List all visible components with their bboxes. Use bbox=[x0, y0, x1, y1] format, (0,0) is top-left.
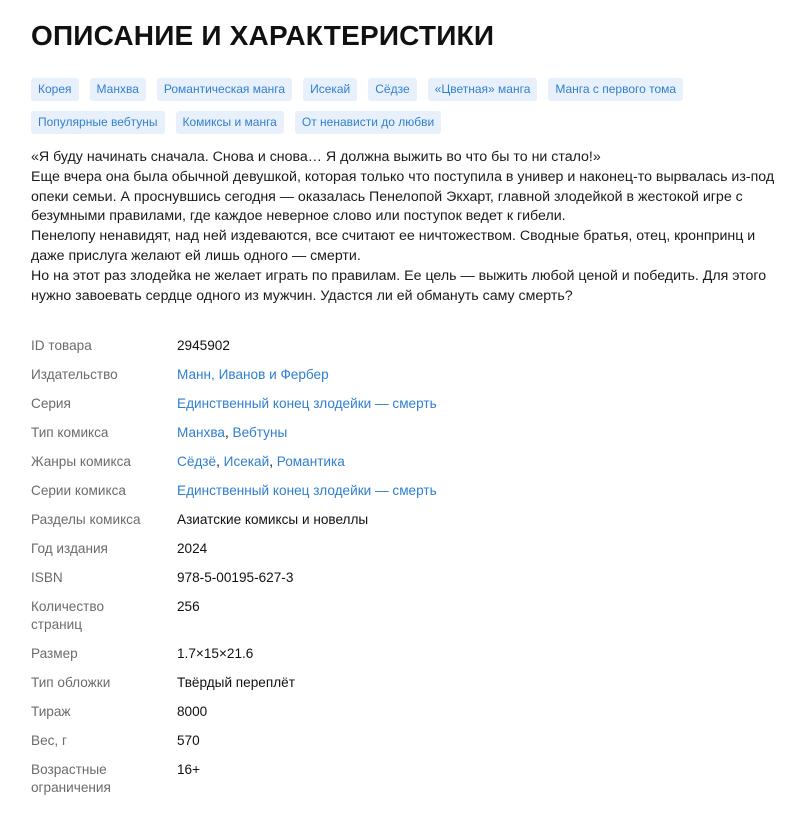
spec-label: Разделы комикса bbox=[31, 512, 141, 528]
spec-label: Год издания bbox=[31, 541, 108, 557]
specs-table bbox=[31, 337, 791, 797]
spec-row-print-run bbox=[31, 703, 791, 721]
description-paragraph: «Я буду начинать сначала. Снова и снова… Я должна выжить во что бы то ни стало!» bbox=[31, 149, 601, 165]
description-paragraph: Но на этот раз злодейка не желает играть по правилам. Ее цель — выжить любой ценой и победить. Для этого нужно завоевать сердце одного из мужчин. Удастся ли ей обмануть саму смерть? bbox=[31, 267, 767, 304]
tag-enemies-to-lovers[interactable]: От ненависти до любви bbox=[295, 111, 441, 134]
tag-manhwa[interactable]: Манхва bbox=[90, 78, 146, 101]
spec-row-comic-series bbox=[31, 482, 791, 500]
tag-list bbox=[31, 78, 711, 134]
spec-value: 256 bbox=[177, 599, 200, 615]
tag-romantic-manga[interactable]: Романтическая манга bbox=[157, 78, 292, 101]
spec-label: Размер bbox=[31, 646, 78, 662]
description bbox=[31, 148, 786, 306]
spec-row-publisher bbox=[31, 366, 791, 384]
spec-row-size bbox=[31, 645, 791, 663]
spec-value: Азиатские комиксы и новеллы bbox=[177, 512, 369, 528]
description-paragraph: Еще вчера она была обычной девушкой, которая только что поступила в универ и наконец-то вырвалась из-под опеки семьи. А проснувшись сегодня — оказалась Пенелопой Экхарт, главной злодейкой в жестокой игре с безумными правилами, где каждое неверное слово или поступок ведет к гибели. bbox=[31, 168, 775, 225]
spec-value: 2945902 bbox=[177, 338, 230, 354]
spec-row-weight bbox=[31, 732, 791, 750]
spec-label: Тираж bbox=[31, 704, 71, 720]
tag-manga-first-volume[interactable]: Манга с первого тома bbox=[548, 78, 683, 101]
spec-value: Твёрдый переплёт bbox=[177, 675, 295, 691]
spec-label: Издательство bbox=[31, 367, 118, 383]
comic-type-link-manhwa[interactable]: Манхва bbox=[177, 425, 225, 441]
spec-label: Тип обложки bbox=[31, 675, 111, 691]
spec-row-isbn bbox=[31, 569, 791, 587]
spec-row-age bbox=[31, 761, 791, 797]
spec-label: Вес, г bbox=[31, 733, 67, 749]
spec-label: ID товара bbox=[31, 338, 92, 354]
spec-value: 570 bbox=[177, 733, 200, 749]
spec-label: Количество страниц bbox=[31, 599, 104, 633]
tag-isekai[interactable]: Исекай bbox=[303, 78, 357, 101]
spec-label: Жанры комикса bbox=[31, 454, 131, 470]
genre-link-romance[interactable]: Романтика bbox=[276, 454, 345, 470]
spec-label: Серии комикса bbox=[31, 483, 126, 499]
spec-value: 16+ bbox=[177, 762, 201, 778]
spec-value: 8000 bbox=[177, 704, 208, 720]
genre-link-isekai[interactable]: Исекай bbox=[223, 454, 270, 470]
section-title: ОПИСАНИЕ И ХАРАКТЕРИСТИКИ bbox=[31, 20, 495, 51]
spec-label: Возрастные ограничения bbox=[31, 762, 111, 796]
comic-type-link-webtoons[interactable]: Вебтуны bbox=[232, 425, 288, 441]
spec-row-cover bbox=[31, 674, 791, 692]
spec-value: 978-5-00195-627-3 bbox=[177, 570, 294, 586]
spec-row-pages bbox=[31, 598, 791, 634]
tag-color-manga[interactable]: «Цветная» манга bbox=[428, 78, 538, 101]
tag-popular-webtoons[interactable]: Популярные вебтуны bbox=[31, 111, 165, 134]
tag-korea[interactable]: Корея bbox=[31, 78, 79, 101]
series-link[interactable]: Единственный конец злодейки — смерть bbox=[177, 396, 437, 412]
spec-row-sections bbox=[31, 511, 791, 529]
publisher-link[interactable]: Манн, Иванов и Фербер bbox=[177, 367, 329, 383]
spec-row-series bbox=[31, 395, 791, 413]
spec-row-year bbox=[31, 540, 791, 558]
spec-label: ISBN bbox=[31, 570, 63, 586]
spec-label: Серия bbox=[31, 396, 71, 412]
spec-value: 2024 bbox=[177, 541, 208, 557]
spec-value: 1.7×15×21.6 bbox=[177, 646, 254, 662]
spec-label: Тип комикса bbox=[31, 425, 109, 441]
description-paragraph: Пенелопу ненавидят, над ней издеваются, все считают ее ничтожеством. Сводные братья, отец, кронпринц и даже прислуга желают ей лишь одного — смерти. bbox=[31, 228, 756, 264]
spec-row-comic-type: Тип комикса Манхва, Вебтуны bbox=[31, 425, 288, 441]
comic-series-link[interactable]: Единственный конец злодейки — смерть bbox=[177, 483, 437, 499]
tag-comics-and-manga[interactable]: Комиксы и манга bbox=[176, 111, 284, 134]
genre-link-shoujo[interactable]: Сёдзё bbox=[177, 454, 217, 470]
spec-row-id bbox=[31, 337, 791, 355]
tag-shoujo[interactable]: Сёдзе bbox=[368, 78, 416, 101]
spec-row-genres: Жанры комикса Сёдзё, Исекай, Романтика bbox=[31, 454, 345, 470]
